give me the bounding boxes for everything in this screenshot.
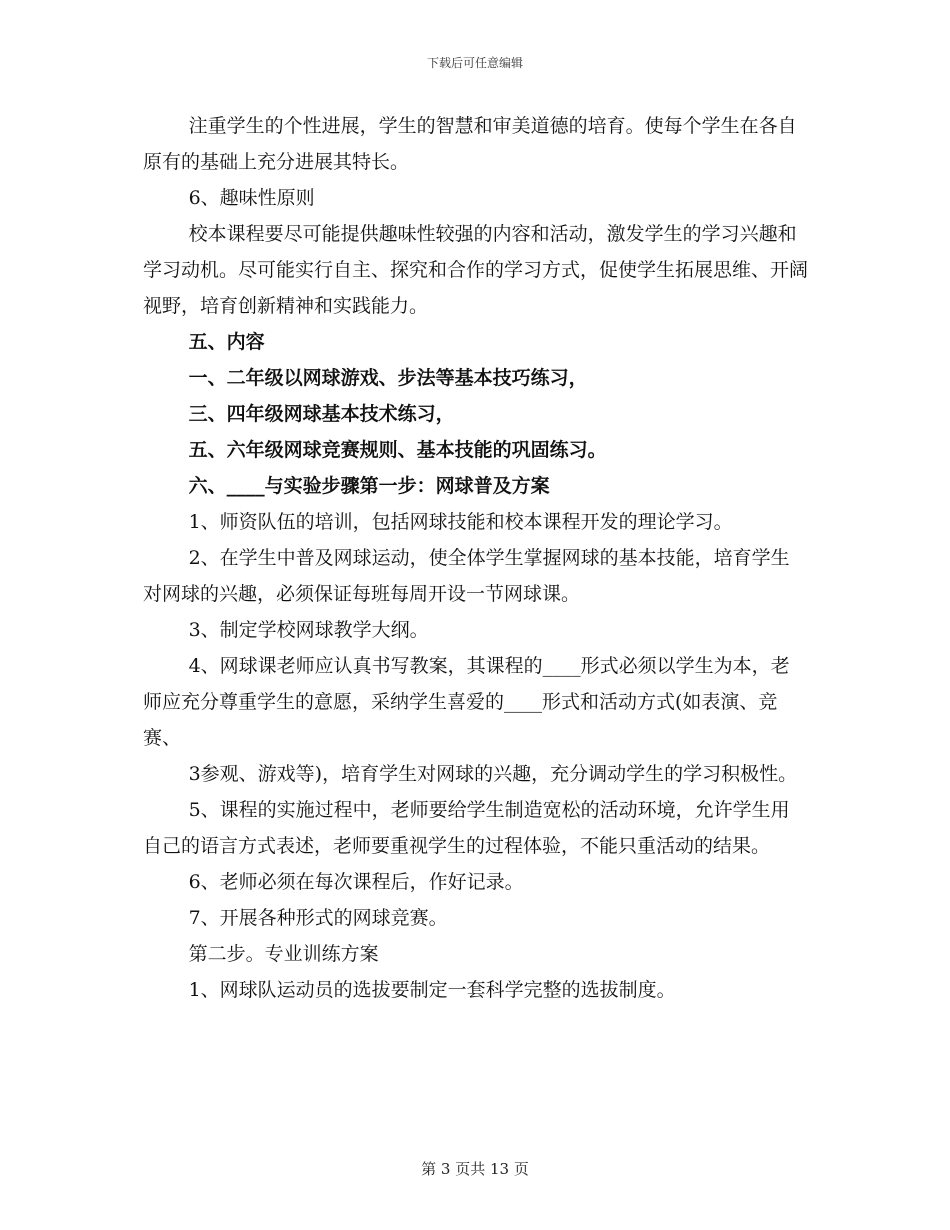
section-heading-steps: 六、____与实验步骤第一步：网球普及方案 xyxy=(188,475,550,497)
page-footer: 第 3 页共 13 页 xyxy=(421,1160,529,1178)
paragraph-step-2-1: 1、网球队运动员的选拔要制定一套科学完整的选拔制度。 xyxy=(188,979,676,1001)
document-body xyxy=(143,108,808,1008)
paragraph-step-1-4-cont: 3参观、游戏等)，培育学生对网球的兴趣，充分调动学生的学习积极性。 xyxy=(188,763,798,785)
paragraph-grade-1-2: 一、二年级以网球游戏、步法等基本技巧练习， xyxy=(188,367,588,389)
paragraph-step-1-1: 1、师资队伍的培训，包括网球技能和校本课程开发的理论学习。 xyxy=(188,511,733,533)
section-heading-content: 五、内容 xyxy=(188,331,265,353)
paragraph-step-1-3: 3、制定学校网球教学大纲。 xyxy=(188,619,429,641)
page-header: 下载后可任意编辑 xyxy=(426,56,523,70)
paragraph-grade-3-4: 三、四年级网球基本技术练习， xyxy=(188,403,455,425)
paragraph-step-1-5: 5、课程的实施过程中，老师要给学生制造宽松的活动环境，允许学生用自己的语言方式表述，老师要重视学生的过程体验，不能只重活动的结果。 xyxy=(143,799,790,857)
paragraph-step-1-2: 2、在学生中普及网球运动，使全体学生掌握网球的基本技能，培育学生对网球的兴趣，必须保证每班每周开设一节网球课。 xyxy=(143,547,790,605)
paragraph-step-1-4: 4、网球课老师应认真书写教案，其课程的____形式必须以学生为本，老师应充分尊重学生的意愿，采纳学生喜爱的____形式和活动方式(如表演、竞赛、 xyxy=(143,655,790,749)
section-heading-step-2: 第二步。专业训练方案 xyxy=(188,943,379,965)
paragraph-1: 注重学生的个性进展，学生的智慧和审美道德的培育。使每个学生在各自原有的基础上充分进展其特长。 xyxy=(143,115,797,173)
paragraph-3: 校本课程要尽可能提供趣味性较强的内容和活动，激发学生的学习兴趣和学习动机。尽可能实行自主、探究和合作的学习方式，促使学生拓展思维、开阔视野，培育创新精神和实践能力。 xyxy=(143,223,809,317)
paragraph-step-1-6: 6、老师必须在每次课程后，作好记录。 xyxy=(188,871,524,893)
paragraph-2: 6、趣味性原则 xyxy=(188,187,315,209)
paragraph-step-1-7: 7、开展各种形式的网球竞赛。 xyxy=(188,907,448,929)
paragraph-grade-5-6: 五、六年级网球竞赛规则、基本技能的巩固练习。 xyxy=(188,439,607,461)
